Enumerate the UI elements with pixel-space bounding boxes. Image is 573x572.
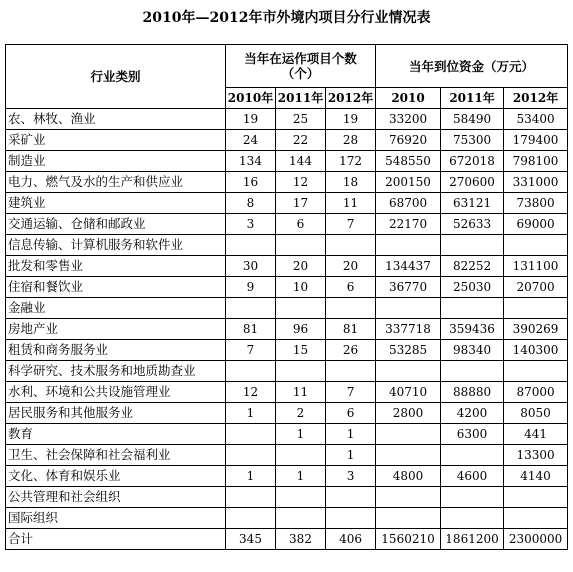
funds-cell: 52633 [441,214,504,235]
funds-cell: 68700 [376,193,441,214]
project-count-cell: 81 [326,319,376,340]
funds-cell [441,298,504,319]
funds-cell: 40710 [376,382,441,403]
industry-name: 国际组织 [6,508,226,529]
industry-name: 房地产业 [6,319,226,340]
funds-cell [504,235,568,256]
table-row [6,340,568,361]
project-count-cell [226,487,276,508]
project-count-cell [226,445,276,466]
funds-cell: 82252 [441,256,504,277]
funds-cell: 4140 [504,466,568,487]
project-count-cell [276,361,326,382]
funds-cell [376,487,441,508]
funds-cell: 200150 [376,172,441,193]
funds-cell: 75300 [441,130,504,151]
funds-cell: 337718 [376,319,441,340]
project-count-cell: 9 [226,277,276,298]
project-count-cell: 12 [226,382,276,403]
project-count-cell [226,235,276,256]
funds-cell: 441 [504,424,568,445]
funds-cell [441,487,504,508]
header-row-groups [6,45,568,88]
project-count-cell: 6 [276,214,326,235]
table-row [6,214,568,235]
table-row [6,361,568,382]
project-count-cell: 144 [276,151,326,172]
funds-cell [441,445,504,466]
funds-cell: 53400 [504,109,568,130]
total-row [6,529,568,550]
project-count-cell: 8 [226,193,276,214]
funds-cell: 131100 [504,256,568,277]
industry-name: 教育 [6,424,226,445]
project-count-cell [326,487,376,508]
industry-name: 科学研究、技术服务和地质勘查业 [6,361,226,382]
project-count-cell: 11 [326,193,376,214]
funds-cell: 33200 [376,109,441,130]
table-row [6,193,568,214]
project-count-cell: 1 [226,466,276,487]
funds-cell: 2800 [376,403,441,424]
funds-cell: 1560210 [376,529,441,550]
header-year: 2011年 [276,88,326,109]
industry-name: 农、林牧、渔业 [6,109,226,130]
funds-cell: 8050 [504,403,568,424]
industry-name: 水利、环境和公共设施管理业 [6,382,226,403]
project-count-cell: 26 [326,340,376,361]
table-row [6,445,568,466]
project-count-cell: 1 [326,424,376,445]
project-count-cell: 7 [226,340,276,361]
table-row [6,256,568,277]
funds-cell [376,235,441,256]
table-row [6,277,568,298]
project-count-cell [226,508,276,529]
project-count-cell: 10 [276,277,326,298]
funds-cell: 672018 [441,151,504,172]
funds-cell: 25030 [441,277,504,298]
funds-cell: 63121 [441,193,504,214]
project-count-cell: 406 [326,529,376,550]
project-count-cell: 24 [226,130,276,151]
funds-cell: 76920 [376,130,441,151]
project-count-cell [276,235,326,256]
industry-name: 建筑业 [6,193,226,214]
project-count-cell [276,445,326,466]
project-count-cell: 96 [276,319,326,340]
project-count-cell [226,424,276,445]
funds-cell: 69000 [504,214,568,235]
project-count-cell [326,235,376,256]
table-row [6,172,568,193]
project-count-cell [326,298,376,319]
industry-name: 采矿业 [6,130,226,151]
project-count-cell [226,298,276,319]
table-row [6,487,568,508]
industry-name: 居民服务和其他服务业 [6,403,226,424]
project-count-cell: 18 [326,172,376,193]
table-row [6,382,568,403]
project-count-cell: 7 [326,214,376,235]
funds-cell: 140300 [504,340,568,361]
project-count-cell [276,508,326,529]
funds-cell: 798100 [504,151,568,172]
table-title: 2010年—2012年市外境内项目分行业情况表 [142,10,431,26]
table-row [6,298,568,319]
project-count-cell: 382 [276,529,326,550]
funds-cell [376,508,441,529]
project-count-cell: 30 [226,256,276,277]
funds-cell: 88880 [441,382,504,403]
table-body [6,109,568,550]
industry-name: 文化、体育和娱乐业 [6,466,226,487]
funds-cell [376,445,441,466]
header-category: 行业类别 [6,45,226,109]
funds-cell [504,508,568,529]
project-count-cell: 1 [326,445,376,466]
funds-cell: 359436 [441,319,504,340]
table-row [6,130,568,151]
funds-cell: 73800 [504,193,568,214]
table-row [6,466,568,487]
industry-name: 交通运输、仓储和邮政业 [6,214,226,235]
funds-cell [441,235,504,256]
funds-cell: 13300 [504,445,568,466]
project-count-cell [226,361,276,382]
project-count-cell [276,487,326,508]
project-count-cell [326,361,376,382]
industry-table [5,44,568,550]
header-projects-group: 当年在运作项目个数（个） [226,45,376,88]
project-count-cell: 172 [326,151,376,172]
project-count-cell: 134 [226,151,276,172]
funds-cell [376,361,441,382]
project-count-cell [276,298,326,319]
project-count-cell: 2 [276,403,326,424]
table-row [6,424,568,445]
funds-cell: 1861200 [441,529,504,550]
funds-cell: 58490 [441,109,504,130]
industry-name: 电力、燃气及水的生产和供应业 [6,172,226,193]
funds-cell: 36770 [376,277,441,298]
funds-cell: 98340 [441,340,504,361]
project-count-cell: 22 [276,130,326,151]
funds-cell: 4800 [376,466,441,487]
industry-name: 信息传输、计算机服务和软件业 [6,235,226,256]
project-count-cell [326,508,376,529]
header-funds-group: 当年到位资金（万元） [376,45,568,88]
header-year: 2012年 [504,88,568,109]
project-count-cell: 12 [276,172,326,193]
industry-name: 公共管理和社会组织 [6,487,226,508]
header-year: 2011年 [441,88,504,109]
funds-cell: 134437 [376,256,441,277]
industry-name: 租赁和商务服务业 [6,340,226,361]
header-year: 2012年 [326,88,376,109]
industry-name: 合计 [6,529,226,550]
funds-cell [376,298,441,319]
project-count-cell: 1 [226,403,276,424]
funds-cell: 4200 [441,403,504,424]
table-row [6,319,568,340]
table-row [6,235,568,256]
project-count-cell: 17 [276,193,326,214]
project-count-cell: 3 [226,214,276,235]
header-year: 2010 [376,88,441,109]
funds-cell [441,508,504,529]
funds-cell [376,424,441,445]
project-count-cell: 20 [326,256,376,277]
funds-cell [504,361,568,382]
funds-cell: 270600 [441,172,504,193]
project-count-cell: 25 [276,109,326,130]
table-row [6,508,568,529]
project-count-cell: 81 [226,319,276,340]
table-row [6,109,568,130]
industry-name: 金融业 [6,298,226,319]
project-count-cell: 1 [276,466,326,487]
funds-cell: 6300 [441,424,504,445]
project-count-cell: 20 [276,256,326,277]
funds-cell: 331000 [504,172,568,193]
project-count-cell: 6 [326,277,376,298]
industry-name: 批发和零售业 [6,256,226,277]
project-count-cell: 15 [276,340,326,361]
project-count-cell: 1 [276,424,326,445]
funds-cell: 53285 [376,340,441,361]
funds-cell [441,361,504,382]
funds-cell: 22170 [376,214,441,235]
funds-cell: 390269 [504,319,568,340]
header-year: 2010年 [226,88,276,109]
project-count-cell: 16 [226,172,276,193]
funds-cell [504,487,568,508]
project-count-cell: 7 [326,382,376,403]
funds-cell [504,298,568,319]
industry-name: 住宿和餐饮业 [6,277,226,298]
project-count-cell: 19 [326,109,376,130]
funds-cell: 4600 [441,466,504,487]
industry-name: 制造业 [6,151,226,172]
project-count-cell: 28 [326,130,376,151]
funds-cell: 548550 [376,151,441,172]
funds-cell: 179400 [504,130,568,151]
funds-cell: 20700 [504,277,568,298]
table-row [6,403,568,424]
project-count-cell: 11 [276,382,326,403]
project-count-cell: 19 [226,109,276,130]
table-row [6,151,568,172]
project-count-cell: 345 [226,529,276,550]
industry-name: 卫生、社会保障和社会福利业 [6,445,226,466]
funds-cell: 2300000 [504,529,568,550]
project-count-cell: 6 [326,403,376,424]
funds-cell: 87000 [504,382,568,403]
project-count-cell: 3 [326,466,376,487]
